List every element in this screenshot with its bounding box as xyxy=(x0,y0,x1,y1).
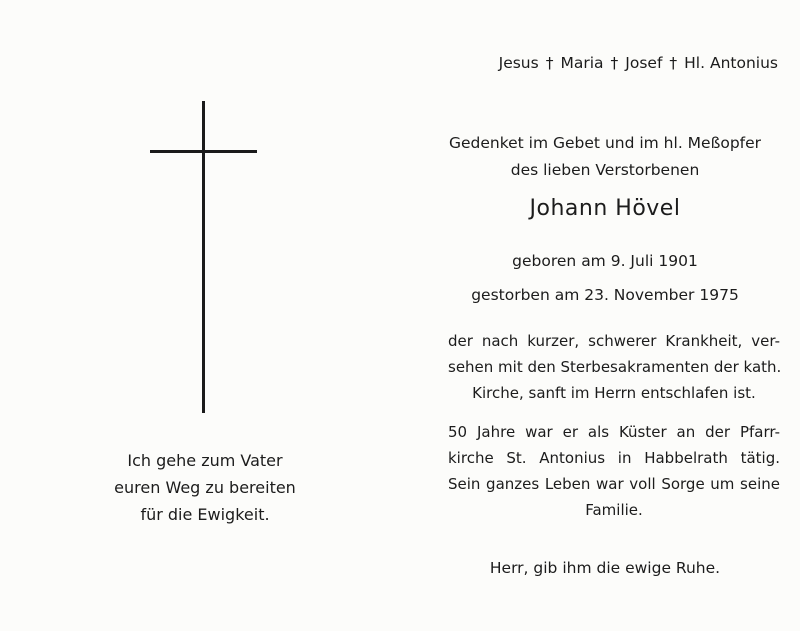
birth-date: geboren am 9. Juli 1901 xyxy=(512,252,698,270)
paragraph-line: der nach kurzer, schwerer Krankheit, ver- xyxy=(448,332,780,350)
paragraph-line: Kirche, sanft im Herrn entschlafen ist. xyxy=(472,384,756,402)
verse-line: für die Ewigkeit. xyxy=(140,505,270,524)
paragraph-line: Sein ganzes Leben war voll Sorge um seine xyxy=(448,475,780,493)
dagger-icon: † xyxy=(669,54,678,72)
paragraph-line: 50 Jahre war er als Küster an der Pfarr- xyxy=(448,423,780,441)
dagger-icon: † xyxy=(610,54,619,72)
paragraph-line: Familie. xyxy=(585,501,643,519)
cross-icon-horizontal-beam xyxy=(150,150,257,153)
paragraph-illness xyxy=(448,328,780,406)
paragraph-life xyxy=(448,419,780,523)
right-panel xyxy=(430,0,780,631)
saint-name: Hl. Antonius xyxy=(684,54,778,72)
intro xyxy=(430,130,780,184)
intro-line: des lieben Verstorbenen xyxy=(510,161,700,179)
intro-line: Gedenket im Gebet und im hl. Meßopfer xyxy=(448,134,762,152)
deceased-name: Johann Hövel xyxy=(529,196,681,221)
verse-line: Ich gehe zum Vater xyxy=(127,451,283,470)
paragraph-line: kirche St. Antonius in Habbelrath tätig. xyxy=(448,449,780,467)
saint-name: Josef xyxy=(625,54,663,72)
verse-line: euren Weg zu bereiten xyxy=(114,478,296,497)
closing-prayer: Herr, gib ihm die ewige Ruhe. xyxy=(489,559,721,577)
saint-name: Jesus xyxy=(498,54,539,72)
saints-line xyxy=(430,54,778,72)
dagger-icon: † xyxy=(545,54,554,72)
paragraph-line: sehen mit den Sterbesakramenten der kath. xyxy=(448,358,782,376)
cross-icon-vertical-beam xyxy=(202,101,205,413)
verse xyxy=(70,447,340,528)
death-date: gestorben am 23. November 1975 xyxy=(471,286,739,304)
saint-name: Maria xyxy=(560,54,604,72)
